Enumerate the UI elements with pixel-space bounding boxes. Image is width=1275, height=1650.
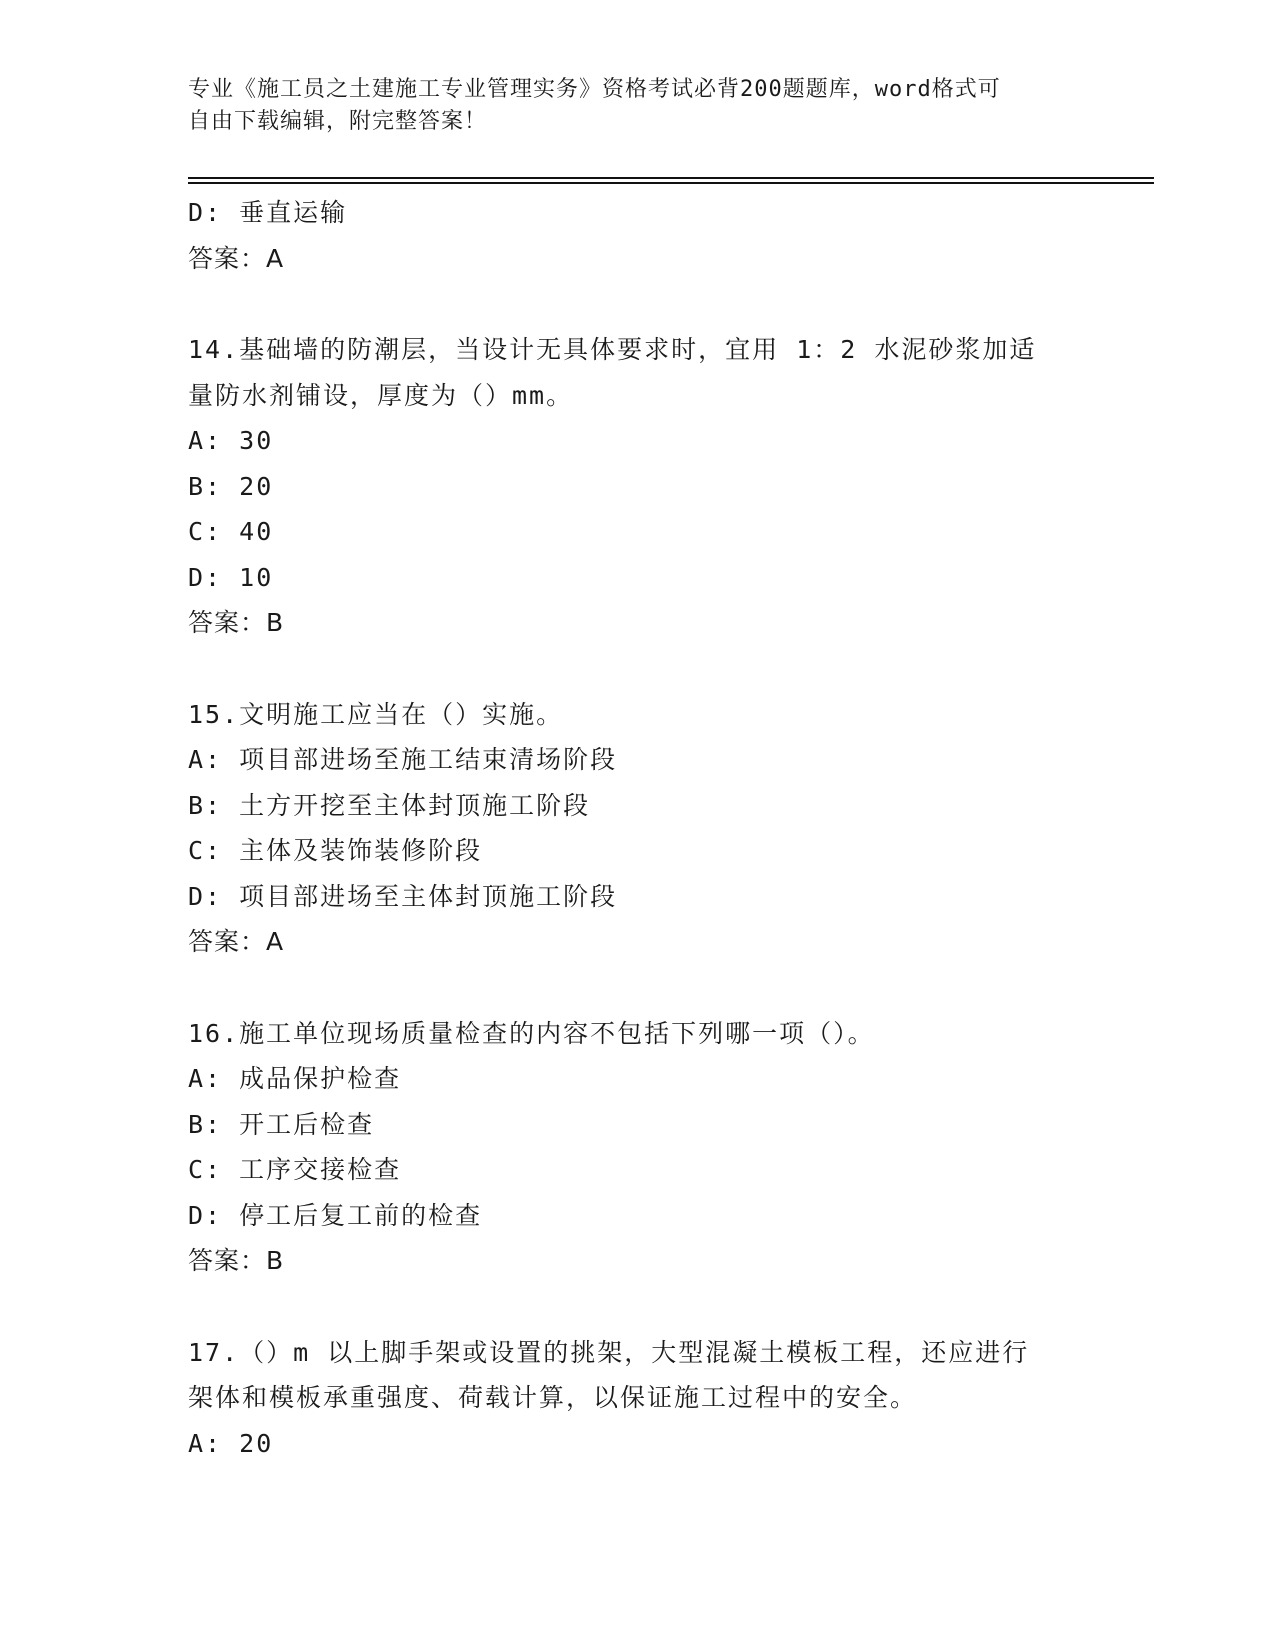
header-divider-bottom [188, 182, 1154, 184]
option-b: B: 20 [188, 471, 274, 501]
header-divider-top [188, 177, 1154, 179]
option-d: D: 10 [188, 562, 274, 592]
question-text-line-1: 15.文明施工应当在（）实施。 [188, 699, 564, 729]
spacer [188, 965, 1088, 1011]
header-title-line-2: 自由下载编辑，附完整答案！ [188, 109, 488, 134]
option-d: D: 垂直运输 [188, 198, 348, 227]
option-c: C: 工序交接检查 [188, 1155, 402, 1184]
question-list [188, 190, 1088, 1466]
question-16 [188, 1011, 1088, 1284]
option-a: A: 项目部进场至施工结束清场阶段 [188, 745, 618, 774]
spacer [188, 281, 1088, 327]
spacer [188, 1284, 1088, 1330]
previous-question-tail [188, 190, 1088, 281]
spacer [188, 646, 1088, 692]
question-text-line-1: 16.施工单位现场质量检查的内容不包括下列哪一项（）。 [188, 1018, 875, 1048]
option-b: B: 开工后检查 [188, 1109, 375, 1139]
option-a: A: 成品保护检查 [188, 1064, 402, 1093]
question-text-line-2: 架体和模板承重强度、荷载计算，以保证施工过程中的安全。 [188, 1383, 918, 1412]
answer-line: 答案：A [188, 243, 285, 273]
option-b: B: 土方开挖至主体封顶施工阶段 [188, 790, 591, 820]
question-17 [188, 1330, 1088, 1467]
option-d: D: 停工后复工前的检查 [188, 1200, 483, 1230]
header-title-line-1: 专业《施工员之土建施工专业管理实务》资格考试必背200题题库，word格式可 [188, 77, 1001, 102]
answer-line: 答案：B [188, 608, 285, 637]
option-a: A: 30 [188, 426, 274, 455]
question-text-line-1: 14.基础墙的防潮层，当设计无具体要求时，宜用 1：2 水泥砂浆加适 [188, 335, 1037, 364]
document-header [188, 74, 1068, 138]
answer-line: 答案：B [188, 1246, 285, 1275]
option-c: C: 主体及装饰装修阶段 [188, 836, 483, 865]
question-14 [188, 327, 1088, 646]
option-c: C: 40 [188, 517, 274, 546]
answer-line: 答案：A [188, 927, 285, 956]
question-text-line-1: 17.（）m 以上脚手架或设置的挑架，大型混凝土模板工程，还应进行 [188, 1337, 1030, 1367]
option-d: D: 项目部进场至主体封顶施工阶段 [188, 881, 618, 911]
question-15 [188, 692, 1088, 965]
question-text-line-2: 量防水剂铺设，厚度为（）mm。 [188, 380, 574, 410]
option-a: A: 20 [188, 1428, 274, 1458]
